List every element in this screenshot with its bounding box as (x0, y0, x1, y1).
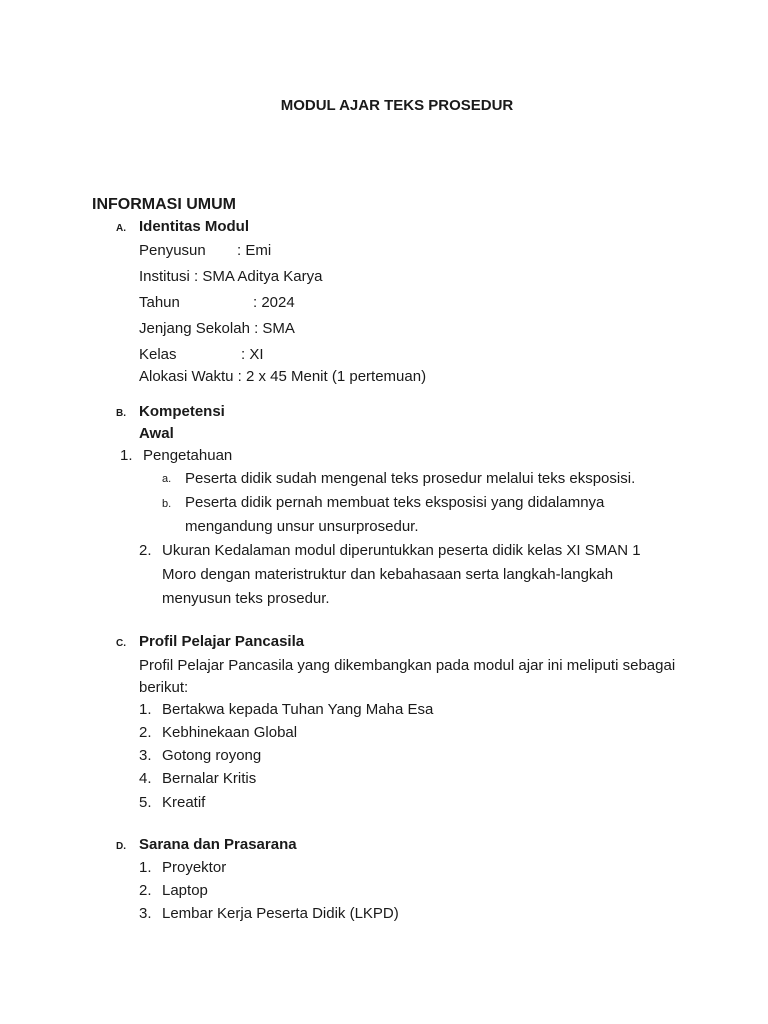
b-item1-label: Pengetahuan (143, 447, 233, 464)
section-c-marker: C. (116, 638, 126, 649)
b-sub-a-text: Peserta didik sudah mengenal teks prosedur melalui teks eksposisi. (185, 470, 636, 487)
jenjang-row: Jenjang Sekolah : SMA (139, 320, 295, 337)
list-item-text: Gotong royong (162, 747, 262, 764)
section-heading: INFORMASI UMUM (92, 196, 236, 213)
list-item-number: 3. (139, 747, 152, 764)
list-item-text: Proyektor (162, 859, 227, 876)
list-item (139, 882, 208, 900)
list-item (139, 905, 399, 923)
section-c-intro-line1: Profil Pelajar Pancasila yang dikembangkan pada modul ajar ini meliputi sebagai (139, 657, 676, 674)
list-item (139, 747, 261, 765)
list-item-text: Bertakwa kepada Tuhan Yang Maha Esa (162, 701, 434, 718)
penyusun-label: Penyusun (139, 242, 206, 259)
list-item-text: Kreatif (162, 794, 206, 811)
document-title: MODUL AJAR TEKS PROSEDUR (280, 97, 514, 114)
list-item (139, 724, 297, 742)
list-item-number: 2. (139, 882, 152, 899)
section-a-title: Identitas Modul (139, 218, 249, 235)
penyusun-value: : Emi (237, 242, 272, 259)
list-item-text: Lembar Kerja Peserta Didik (LKPD) (162, 905, 399, 922)
b-sub-b-line1: Peserta didik pernah membuat teks eksposisi yang didalamnya (185, 494, 605, 511)
section-d-title: Sarana dan Prasarana (139, 836, 297, 853)
list-item-number: 3. (139, 905, 152, 922)
institusi-row: Institusi : SMA Aditya Karya (139, 268, 323, 285)
section-b-title-line2: Awal (139, 425, 174, 442)
list-item (139, 770, 256, 788)
list-item (139, 859, 226, 877)
section-b-title-line1: Kompetensi (139, 403, 225, 420)
list-item-number: 1. (139, 859, 152, 876)
b-item2-line1: Ukuran Kedalaman modul diperuntukkan peserta didik kelas XI SMAN 1 (162, 542, 641, 559)
alokasi-row: Alokasi Waktu : 2 x 45 Menit (1 pertemuan) (139, 368, 427, 385)
b-sub-a-marker: a. (162, 473, 172, 485)
list-item-number: 1. (139, 701, 152, 718)
list-item-number: 2. (139, 724, 152, 741)
section-d-marker: D. (116, 841, 126, 852)
b-item1-number: 1. (120, 447, 133, 464)
kelas-label: Kelas (139, 346, 177, 363)
tahun-label: Tahun (139, 294, 180, 311)
list-item (139, 701, 433, 719)
section-b-marker: B. (116, 408, 126, 419)
penyusun-row (139, 242, 271, 260)
b-sub-b-marker: b. (162, 498, 172, 510)
list-item-number: 4. (139, 770, 152, 787)
list-item (139, 794, 205, 812)
b-item2-number: 2. (139, 542, 152, 559)
b-sub-b-line2: mengandung unsur unsurprosedur. (185, 518, 419, 535)
list-item-text: Bernalar Kritis (162, 770, 257, 787)
kelas-value: : XI (241, 346, 264, 363)
list-item-number: 5. (139, 794, 152, 811)
tahun-value: : 2024 (253, 294, 295, 311)
b-item2-line3: menyusun teks prosedur. (162, 590, 330, 607)
list-item-text: Kebhinekaan Global (162, 724, 298, 741)
tahun-row (139, 294, 295, 312)
list-item-text: Laptop (162, 882, 208, 899)
section-a-marker: A. (116, 223, 126, 234)
b-item2-line2: Moro dengan materistruktur dan kebahasaan serta langkah-langkah (162, 566, 614, 583)
section-c-intro-line2: berikut: (139, 679, 189, 696)
section-c-title: Profil Pelajar Pancasila (139, 633, 305, 650)
kelas-row (139, 346, 264, 364)
